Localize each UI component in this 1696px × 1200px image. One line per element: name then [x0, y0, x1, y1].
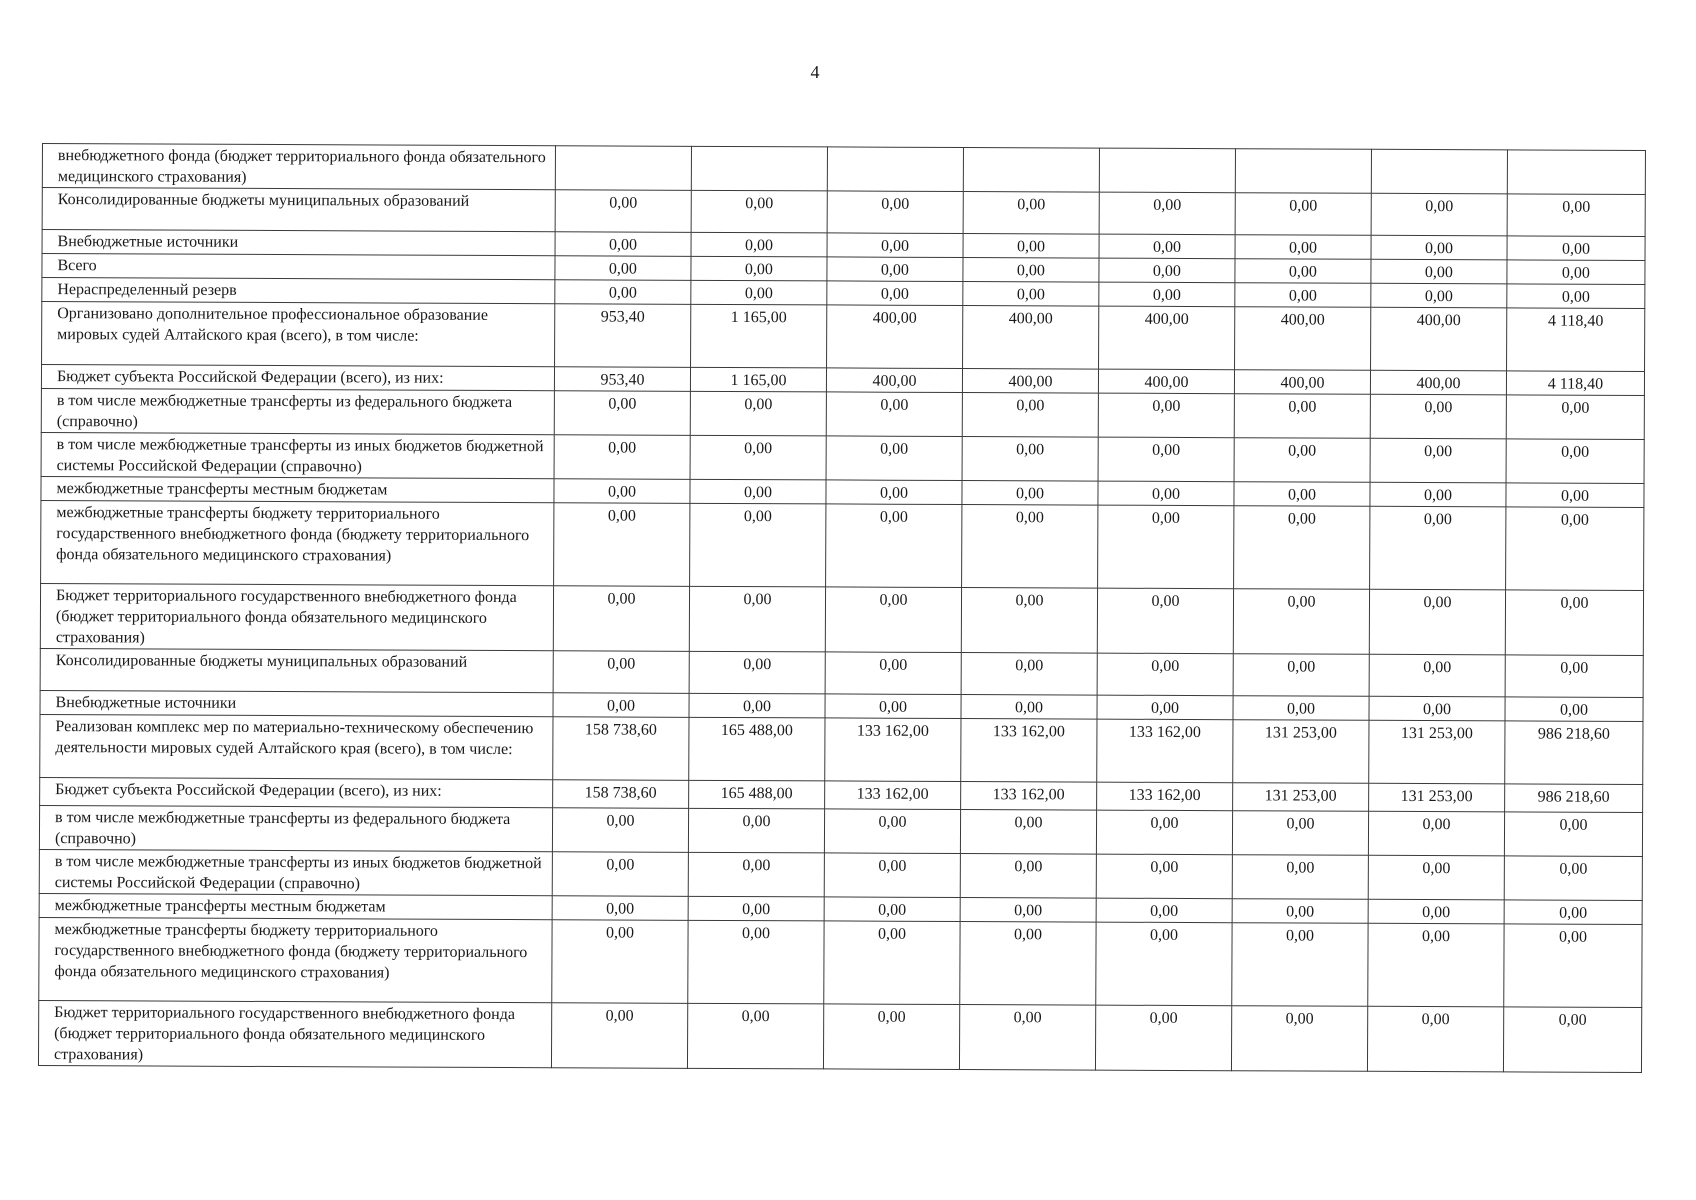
value-cell: 953,40	[555, 304, 691, 368]
row-label: в том числе межбюджетные трансферты из федерального бюджета (справочно)	[39, 805, 552, 851]
value-cell: 953,40	[554, 367, 690, 392]
value-cell: 0,00	[827, 191, 963, 234]
value-cell: 0,00	[960, 810, 1096, 855]
value-cell	[1099, 148, 1235, 193]
value-cell: 0,00	[827, 281, 963, 306]
value-cell: 0,00	[1369, 589, 1505, 655]
value-cell: 0,00	[1371, 283, 1507, 308]
budget-table-container	[38, 143, 1646, 1073]
value-cell: 0,00	[1370, 394, 1506, 439]
value-cell: 0,00	[1233, 696, 1369, 721]
value-cell: 0,00	[960, 854, 1096, 899]
table-row	[40, 714, 1643, 784]
budget-table	[38, 143, 1646, 1073]
value-cell: 0,00	[690, 391, 826, 436]
value-cell	[691, 146, 827, 191]
value-cell: 0,00	[1235, 259, 1371, 284]
value-cell: 0,00	[1099, 282, 1235, 307]
value-cell: 0,00	[554, 503, 690, 587]
row-label: внебюджетного фонда (бюджет территориального фонда обязательного медицинского страхования)	[42, 144, 555, 190]
table-row	[41, 432, 1644, 483]
value-cell: 0,00	[554, 479, 690, 504]
row-label: Бюджет территориального государственного внебюджетного фонда (бюджет территориального фонда обязательного медицинского страхования)	[40, 583, 553, 650]
value-cell: 0,00	[1098, 481, 1234, 506]
value-cell: 0,00	[1099, 234, 1235, 259]
value-cell: 0,00	[1504, 812, 1642, 857]
value-cell: 0,00	[1505, 590, 1643, 656]
value-cell: 400,00	[1235, 307, 1371, 371]
value-cell: 0,00	[555, 232, 691, 257]
value-cell: 0,00	[1369, 696, 1505, 721]
value-cell: 0,00	[823, 1004, 959, 1070]
row-label: Внебюджетные источники	[40, 690, 553, 716]
value-cell: 0,00	[1233, 654, 1369, 697]
value-cell: 0,00	[962, 393, 1098, 438]
value-cell: 0,00	[962, 481, 1098, 506]
value-cell: 0,00	[959, 1005, 1095, 1071]
value-cell: 0,00	[552, 808, 688, 853]
value-cell: 400,00	[1371, 307, 1507, 371]
value-cell: 0,00	[555, 280, 691, 305]
value-cell: 0,00	[961, 653, 1097, 696]
value-cell: 0,00	[1232, 811, 1368, 856]
value-cell: 0,00	[960, 898, 1096, 923]
value-cell: 0,00	[1506, 395, 1644, 440]
value-cell: 0,00	[691, 280, 827, 305]
row-label: Консолидированные бюджеты муниципальных образований	[42, 188, 555, 232]
row-label: Бюджет территориального государственного внебюджетного фонда (бюджет территориального фонда обязательного медицинского страхования)	[38, 1000, 551, 1067]
table-row	[39, 917, 1642, 1007]
value-cell: 0,00	[1097, 588, 1233, 654]
value-cell: 0,00	[1095, 1005, 1231, 1071]
value-cell: 0,00	[1368, 811, 1504, 856]
value-cell: 0,00	[691, 256, 827, 281]
value-cell: 0,00	[1235, 283, 1371, 308]
table-row	[41, 500, 1644, 590]
table-row	[40, 583, 1643, 655]
row-label: Бюджет субъекта Российской Федерации (всего), из них:	[40, 777, 553, 807]
value-cell: 0,00	[555, 190, 691, 233]
value-cell: 0,00	[1233, 589, 1369, 655]
value-cell: 400,00	[826, 368, 962, 393]
value-cell: 158 738,60	[553, 717, 689, 781]
table-row	[42, 302, 1645, 372]
value-cell: 133 162,00	[825, 718, 961, 782]
row-label: межбюджетные трансферты бюджету территориального государственного внебюджетного фонда (бюджету территориального фонда обязательного медицинского страхования)	[41, 500, 554, 585]
value-cell: 0,00	[1370, 482, 1506, 507]
row-label: в том числе межбюджетные трансферты из иных бюджетов бюджетной системы Российской Федерации (справочно)	[39, 849, 552, 895]
value-cell: 0,00	[1096, 810, 1232, 855]
value-cell: 0,00	[688, 920, 824, 1004]
value-cell: 986 218,60	[1505, 784, 1643, 813]
value-cell	[555, 146, 691, 191]
value-cell: 131 253,00	[1233, 720, 1369, 784]
value-cell: 400,00	[1099, 306, 1235, 370]
value-cell: 0,00	[1232, 899, 1368, 924]
row-label: межбюджетные трансферты местным бюджетам	[41, 476, 554, 502]
value-cell: 0,00	[825, 587, 961, 653]
value-cell: 0,00	[1504, 900, 1642, 925]
value-cell: 165 488,00	[689, 717, 825, 781]
value-cell: 0,00	[825, 652, 961, 695]
value-cell: 0,00	[1507, 194, 1645, 237]
row-label: Нераспределенный резерв	[42, 278, 555, 304]
table-row	[39, 805, 1642, 856]
value-cell: 0,00	[1505, 697, 1643, 722]
value-cell: 0,00	[963, 234, 1099, 259]
row-label: Внебюджетные источники	[42, 230, 555, 256]
value-cell: 0,00	[554, 435, 690, 480]
value-cell: 0,00	[1371, 235, 1507, 260]
value-cell: 0,00	[826, 392, 962, 437]
value-cell: 133 162,00	[1097, 719, 1233, 783]
row-label: в том числе межбюджетные трансферты из федерального бюджета (справочно)	[41, 388, 554, 434]
value-cell: 0,00	[552, 852, 688, 897]
value-cell: 0,00	[963, 192, 1099, 235]
value-cell: 131 253,00	[1233, 783, 1369, 812]
value-cell: 400,00	[1098, 369, 1234, 394]
value-cell: 0,00	[1099, 258, 1235, 283]
value-cell: 0,00	[826, 504, 962, 588]
value-cell: 0,00	[690, 503, 826, 587]
value-cell: 0,00	[1096, 898, 1232, 923]
value-cell: 0,00	[1368, 923, 1504, 1007]
value-cell: 0,00	[551, 1003, 687, 1069]
value-cell: 400,00	[963, 306, 1099, 370]
value-cell: 0,00	[824, 809, 960, 854]
value-cell: 0,00	[1371, 259, 1507, 284]
value-cell: 0,00	[826, 436, 962, 481]
value-cell: 131 253,00	[1369, 783, 1505, 812]
value-cell: 0,00	[552, 896, 688, 921]
value-cell: 0,00	[687, 1003, 823, 1069]
value-cell: 0,00	[1506, 507, 1644, 591]
value-cell	[1371, 149, 1507, 194]
value-cell: 0,00	[1096, 922, 1232, 1006]
row-label: межбюджетные трансферты бюджету территориального государственного внебюджетного фонда (бюджету территориального фонда обязательного медицинского страхования)	[39, 917, 552, 1002]
value-cell: 0,00	[1506, 483, 1644, 508]
value-cell: 0,00	[1371, 193, 1507, 236]
value-cell	[1235, 149, 1371, 194]
row-label: Консолидированные бюджеты муниципальных образований	[40, 648, 553, 692]
value-cell: 0,00	[960, 922, 1096, 1006]
value-cell: 133 162,00	[825, 781, 961, 810]
value-cell: 0,00	[961, 588, 1097, 654]
value-cell	[827, 147, 963, 192]
table-row	[38, 1000, 1641, 1072]
value-cell: 0,00	[1370, 438, 1506, 483]
value-cell: 0,00	[1503, 1007, 1641, 1073]
row-label: Организовано дополнительное профессиональное образование мировых судей Алтайского края (всего), в том числе:	[42, 302, 555, 367]
value-cell: 0,00	[1099, 192, 1235, 235]
value-cell: 0,00	[690, 479, 826, 504]
page-number: 4	[810, 62, 820, 82]
value-cell: 0,00	[1096, 854, 1232, 899]
value-cell: 0,00	[689, 586, 825, 652]
table-row	[40, 648, 1643, 697]
value-cell: 158 738,60	[553, 780, 689, 809]
value-cell: 0,00	[688, 852, 824, 897]
value-cell: 0,00	[1507, 284, 1645, 309]
value-cell: 0,00	[827, 257, 963, 282]
value-cell: 0,00	[1234, 482, 1370, 507]
value-cell: 0,00	[1368, 855, 1504, 900]
value-cell: 0,00	[824, 921, 960, 1005]
value-cell: 400,00	[962, 369, 1098, 394]
row-label: Реализован комплекс мер по материально-техническому обеспечению деятельности мировых судей Алтайского края (всего), в том числе:	[40, 714, 553, 779]
value-cell: 133 162,00	[961, 719, 1097, 783]
value-cell: 0,00	[1369, 654, 1505, 697]
value-cell: 0,00	[554, 391, 690, 436]
value-cell: 0,00	[689, 651, 825, 694]
value-cell: 133 162,00	[961, 782, 1097, 811]
value-cell: 0,00	[689, 693, 825, 718]
value-cell: 400,00	[827, 305, 963, 369]
row-label: Всего	[42, 254, 555, 280]
value-cell: 0,00	[690, 435, 826, 480]
value-cell: 400,00	[1234, 370, 1370, 395]
value-cell: 0,00	[688, 896, 824, 921]
value-cell: 165 488,00	[689, 780, 825, 809]
value-cell: 0,00	[1098, 437, 1234, 482]
value-cell: 0,00	[1507, 260, 1645, 285]
value-cell: 986 218,60	[1505, 721, 1643, 785]
value-cell: 4 118,40	[1506, 371, 1644, 396]
value-cell: 400,00	[1370, 370, 1506, 395]
value-cell: 0,00	[1504, 924, 1642, 1008]
value-cell: 0,00	[552, 920, 688, 1004]
value-cell: 0,00	[1370, 506, 1506, 590]
value-cell: 4 118,40	[1507, 308, 1645, 372]
value-cell: 0,00	[1234, 394, 1370, 439]
value-cell: 131 253,00	[1369, 720, 1505, 784]
row-label: Бюджет субъекта Российской Федерации (всего), из них:	[41, 365, 554, 391]
value-cell: 0,00	[1507, 236, 1645, 261]
value-cell: 0,00	[824, 897, 960, 922]
value-cell: 0,00	[824, 853, 960, 898]
value-cell: 0,00	[553, 586, 689, 652]
value-cell: 0,00	[1231, 1006, 1367, 1072]
value-cell: 0,00	[1367, 1006, 1503, 1072]
value-cell: 0,00	[1234, 506, 1370, 590]
value-cell: 133 162,00	[1097, 782, 1233, 811]
value-cell: 0,00	[1235, 235, 1371, 260]
value-cell: 0,00	[962, 437, 1098, 482]
value-cell: 0,00	[961, 695, 1097, 720]
value-cell: 0,00	[1098, 393, 1234, 438]
value-cell: 0,00	[827, 233, 963, 258]
value-cell: 0,00	[1232, 855, 1368, 900]
value-cell: 0,00	[691, 232, 827, 257]
value-cell: 0,00	[1506, 439, 1644, 484]
table-row	[42, 188, 1645, 237]
value-cell: 0,00	[963, 258, 1099, 283]
row-label: межбюджетные трансферты местным бюджетам	[39, 893, 552, 919]
value-cell: 0,00	[555, 256, 691, 281]
value-cell: 0,00	[1097, 653, 1233, 696]
value-cell: 0,00	[962, 505, 1098, 589]
value-cell: 0,00	[1505, 655, 1643, 698]
table-row	[39, 849, 1642, 900]
value-cell: 0,00	[688, 808, 824, 853]
value-cell: 0,00	[963, 282, 1099, 307]
table-row	[41, 388, 1644, 439]
table-row	[42, 144, 1645, 195]
value-cell: 0,00	[1504, 856, 1642, 901]
table-body	[38, 144, 1645, 1073]
value-cell: 0,00	[1097, 695, 1233, 720]
row-label: в том числе межбюджетные трансферты из иных бюджетов бюджетной системы Российской Федерации (справочно)	[41, 432, 554, 478]
value-cell: 0,00	[553, 651, 689, 694]
value-cell: 0,00	[1232, 923, 1368, 1007]
value-cell: 0,00	[691, 190, 827, 233]
value-cell: 0,00	[553, 693, 689, 718]
value-cell	[1507, 150, 1645, 195]
value-cell: 1 165,00	[691, 304, 827, 368]
value-cell: 1 165,00	[690, 367, 826, 392]
value-cell: 0,00	[825, 694, 961, 719]
value-cell: 0,00	[1098, 505, 1234, 589]
value-cell: 0,00	[1235, 193, 1371, 236]
value-cell: 0,00	[826, 480, 962, 505]
value-cell: 0,00	[1234, 438, 1370, 483]
value-cell: 0,00	[1368, 899, 1504, 924]
value-cell	[963, 148, 1099, 193]
